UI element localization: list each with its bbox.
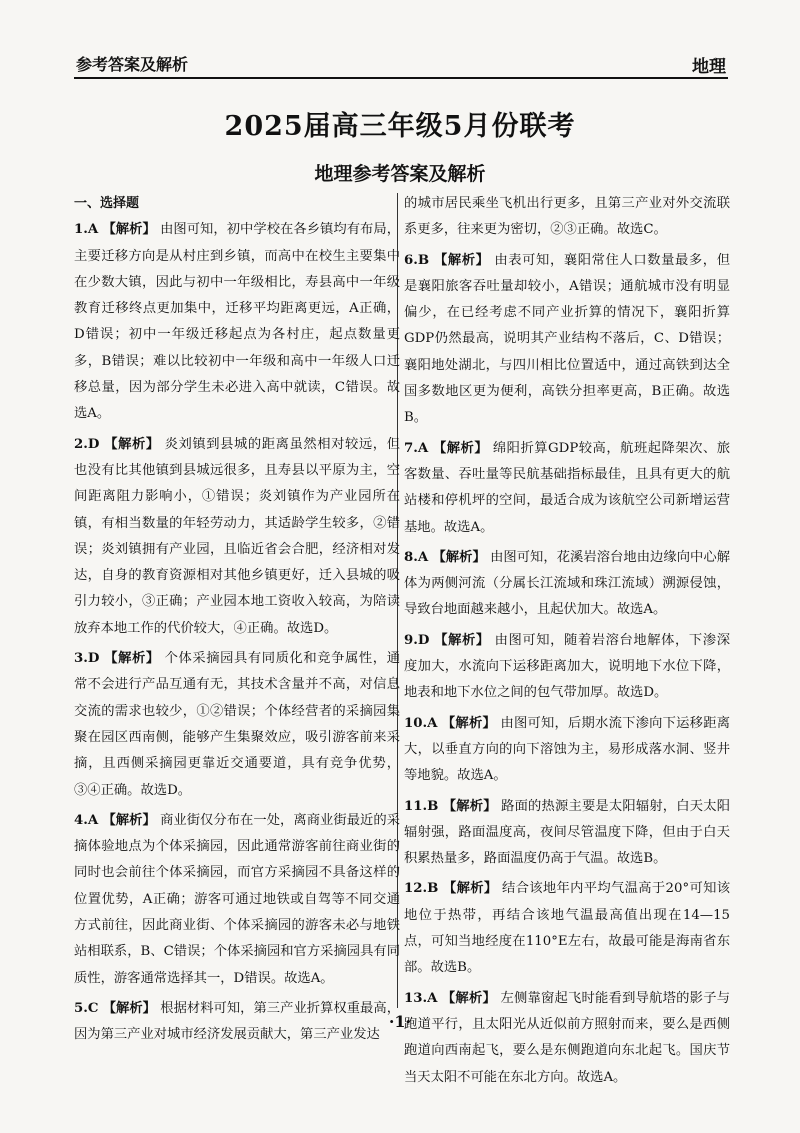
page-title: 2025届高三年级5月份联考	[224, 111, 576, 142]
answer-number: 11.B	[404, 798, 439, 814]
answer-item-2	[74, 432, 400, 642]
answer-text: 左侧靠窗起飞时能看到导航塔的影子与跑道平行，且太阳光从近似前方照射而来，要么是西侧跑道向西南起飞，要么是东侧跑道向东北起飞。国庆节当天太阳不可能在东北方向。故选A。	[404, 990, 731, 1085]
analysis-tag: 【解析】	[434, 632, 490, 648]
page-subtitle: 地理参考答案及解析	[314, 163, 486, 185]
answer-text: 炎刘镇到县城的距离虽然相对较远，但也没有比其他镇到县城远很多，且寿县以平原为主，空间距离阻力影响小，①错误；炎刘镇作为产业园所在镇，有相当数量的年轻劳动力，其适龄学生较多，②错误；炎刘镇拥有产业园，且临近省会合肥，经济相对发达，自身的教育资源相对其他乡镇更好，迁入县城的吸引力较小，③正确；产业园本地工资收入较高，为陪读放弃本地工作的代价较大，④正确。故选D。	[74, 436, 400, 636]
answer-number: 3.D	[74, 651, 100, 667]
answer-text: 的城市居民乘坐飞机出行更多，且第三产业对外交流联系更多，往来更为密切，②③正确。故选C。	[404, 196, 730, 238]
answer-item-7	[404, 436, 730, 541]
answer-text: 由表可知，襄阳常住人口数量最多，但是襄阳旅客吞吐量却较小，A错误；通航城市没有明显偏少，在已经考虑不同产业折算的情况下，襄阳折算GDP仍然最高，说明其产业结构不落后，C、D错误；襄阳地处湖北，与四川相比位置适中，通过高铁到达全国多数地区更为便利，高铁分担率更高，B正确。故选B。	[404, 252, 731, 426]
analysis-tag: 【解析】	[432, 440, 489, 456]
section-title: 一、选择题	[74, 196, 140, 211]
left-column	[74, 191, 400, 1053]
answer-item-11	[404, 794, 730, 873]
analysis-tag: 【解析】	[102, 812, 156, 828]
header-divider	[74, 77, 728, 79]
answer-number: 9.D	[404, 632, 430, 648]
answer-number: 1.A	[74, 222, 99, 238]
analysis-tag: 【解析】	[433, 252, 490, 268]
right-column	[404, 191, 730, 1095]
answer-text: 由图可知，后期水流下渗向下运移距离大，以垂直方向的向下溶蚀为主，易形成落水洞、竖井等地貌。故选A。	[404, 715, 731, 784]
page-header	[74, 50, 728, 80]
answer-item-12	[404, 876, 730, 981]
answer-text: 由图可知，花溪岩溶台地由边缘向中心解体为两侧河流（分属长江流域和珠江流域）溯源侵蚀，导致台地面越来越小，且起伏加大。故选A。	[404, 549, 730, 618]
analysis-tag: 【解析】	[442, 881, 498, 897]
answer-text: 路面的热源主要是太阳辐射，白天太阳辐射强，路面温度高，夜间尽管温度下降，但由于白天积累热量多，路面温度仍高于气温。故选B。	[404, 798, 730, 867]
answer-text: 结合该地年内平均气温高于20°可知该地位于热带，再结合该地气温最高值出现在14—15点，可知当地经度在110°E左右，故最可能是海南省东部。故选B。	[404, 881, 730, 976]
answer-item-10	[404, 711, 730, 790]
answer-number: 10.A	[404, 715, 438, 731]
answer-text: 根据材料可知，第三产业折算权重最高，因为第三产业对城市经济发展贡献大，第三产业发达	[74, 1000, 400, 1043]
analysis-tag: 【解析】	[441, 990, 496, 1006]
answer-item-4	[74, 808, 400, 992]
answer-text: 个体采摘园具有同质化和竞争属性，通常不会进行产品互通有无，其技术含量并不高，对信息交流的需求也较少，①②错误；个体经营者的采摘园集聚在园区西南侧，能够产生集聚效应，吸引游客前来采摘，且西侧采摘园更靠近交通要道，具有竞争优势，③④正确。故选D。	[74, 651, 400, 798]
answer-item-8	[404, 545, 730, 624]
answer-item-5-continued	[404, 191, 730, 244]
answer-number: 8.A	[404, 549, 429, 565]
answer-number: 13.A	[404, 990, 438, 1006]
answer-text: 绵阳折算GDP较高，航班起降架次、旅客数量、吞吐量等民航基础指标最佳，且具有更大的航站楼和停机坪的空间，最适合成为该航空公司新增运营基地。故选A。	[404, 440, 731, 535]
answer-number: 12.B	[404, 881, 439, 897]
header-left-label: 参考答案及解析	[76, 55, 189, 74]
answer-item-9	[404, 628, 730, 707]
answer-item-1	[74, 217, 400, 427]
answer-item-3	[74, 646, 400, 804]
analysis-tag: 【解析】	[441, 715, 496, 731]
analysis-tag: 【解析】	[102, 222, 156, 238]
answer-text: 由图可知，初中学校在各乡镇均有布局，主要迁移方向是从村庄到乡镇，而高中在校生主要集中在少数大镇，因此与初中一年级相比，寿县高中一年级教育迁移终点更加集中，迁移平均距离更远，A正确，D错误；初中一年级迁移起点为各村庄，起点数量更多，B错误；难以比较初中一年级和高中一年级人口迁移总量，因为部分学生未必进入高中就读，C错误。故选A。	[74, 222, 400, 422]
answer-number: 7.A	[404, 440, 429, 456]
analysis-tag: 【解析】	[432, 549, 486, 565]
answer-number: 4.A	[74, 812, 99, 828]
analysis-tag: 【解析】	[104, 436, 160, 452]
analysis-tag: 【解析】	[104, 651, 160, 667]
answer-item-13	[404, 986, 730, 1091]
answer-text: 商业街仅分布在一处，离商业街最近的采摘体验地点为个体采摘园，因此通常游客前往商业街的同时也会前往个体采摘园，而官方采摘园不具备这样的位置优势，A正确；游客可通过地铁或自驾等不同交通方式前往，因此商业街、个体采摘园的游客未必与地铁站相联系，B、C错误；个体采摘园和官方采摘园具有同质性，游客通常选择其一，D错误。故选A。	[74, 812, 400, 986]
answer-number: 6.B	[404, 252, 430, 268]
analysis-tag: 【解析】	[442, 798, 497, 814]
analysis-tag: 【解析】	[102, 1000, 156, 1016]
answer-item-6	[404, 248, 730, 432]
answer-number: 2.D	[74, 436, 100, 452]
header-subject-label: 地理	[692, 57, 726, 77]
answer-number: 5.C	[74, 1000, 99, 1016]
page-number: ·1·	[388, 1012, 412, 1031]
answer-text: 由图可知，随着岩溶台地解体，下渗深度加大，水流向下运移距离加大，说明地下水位下降，地表和地下水位之间的包气带加厚。故选D。	[404, 632, 730, 701]
